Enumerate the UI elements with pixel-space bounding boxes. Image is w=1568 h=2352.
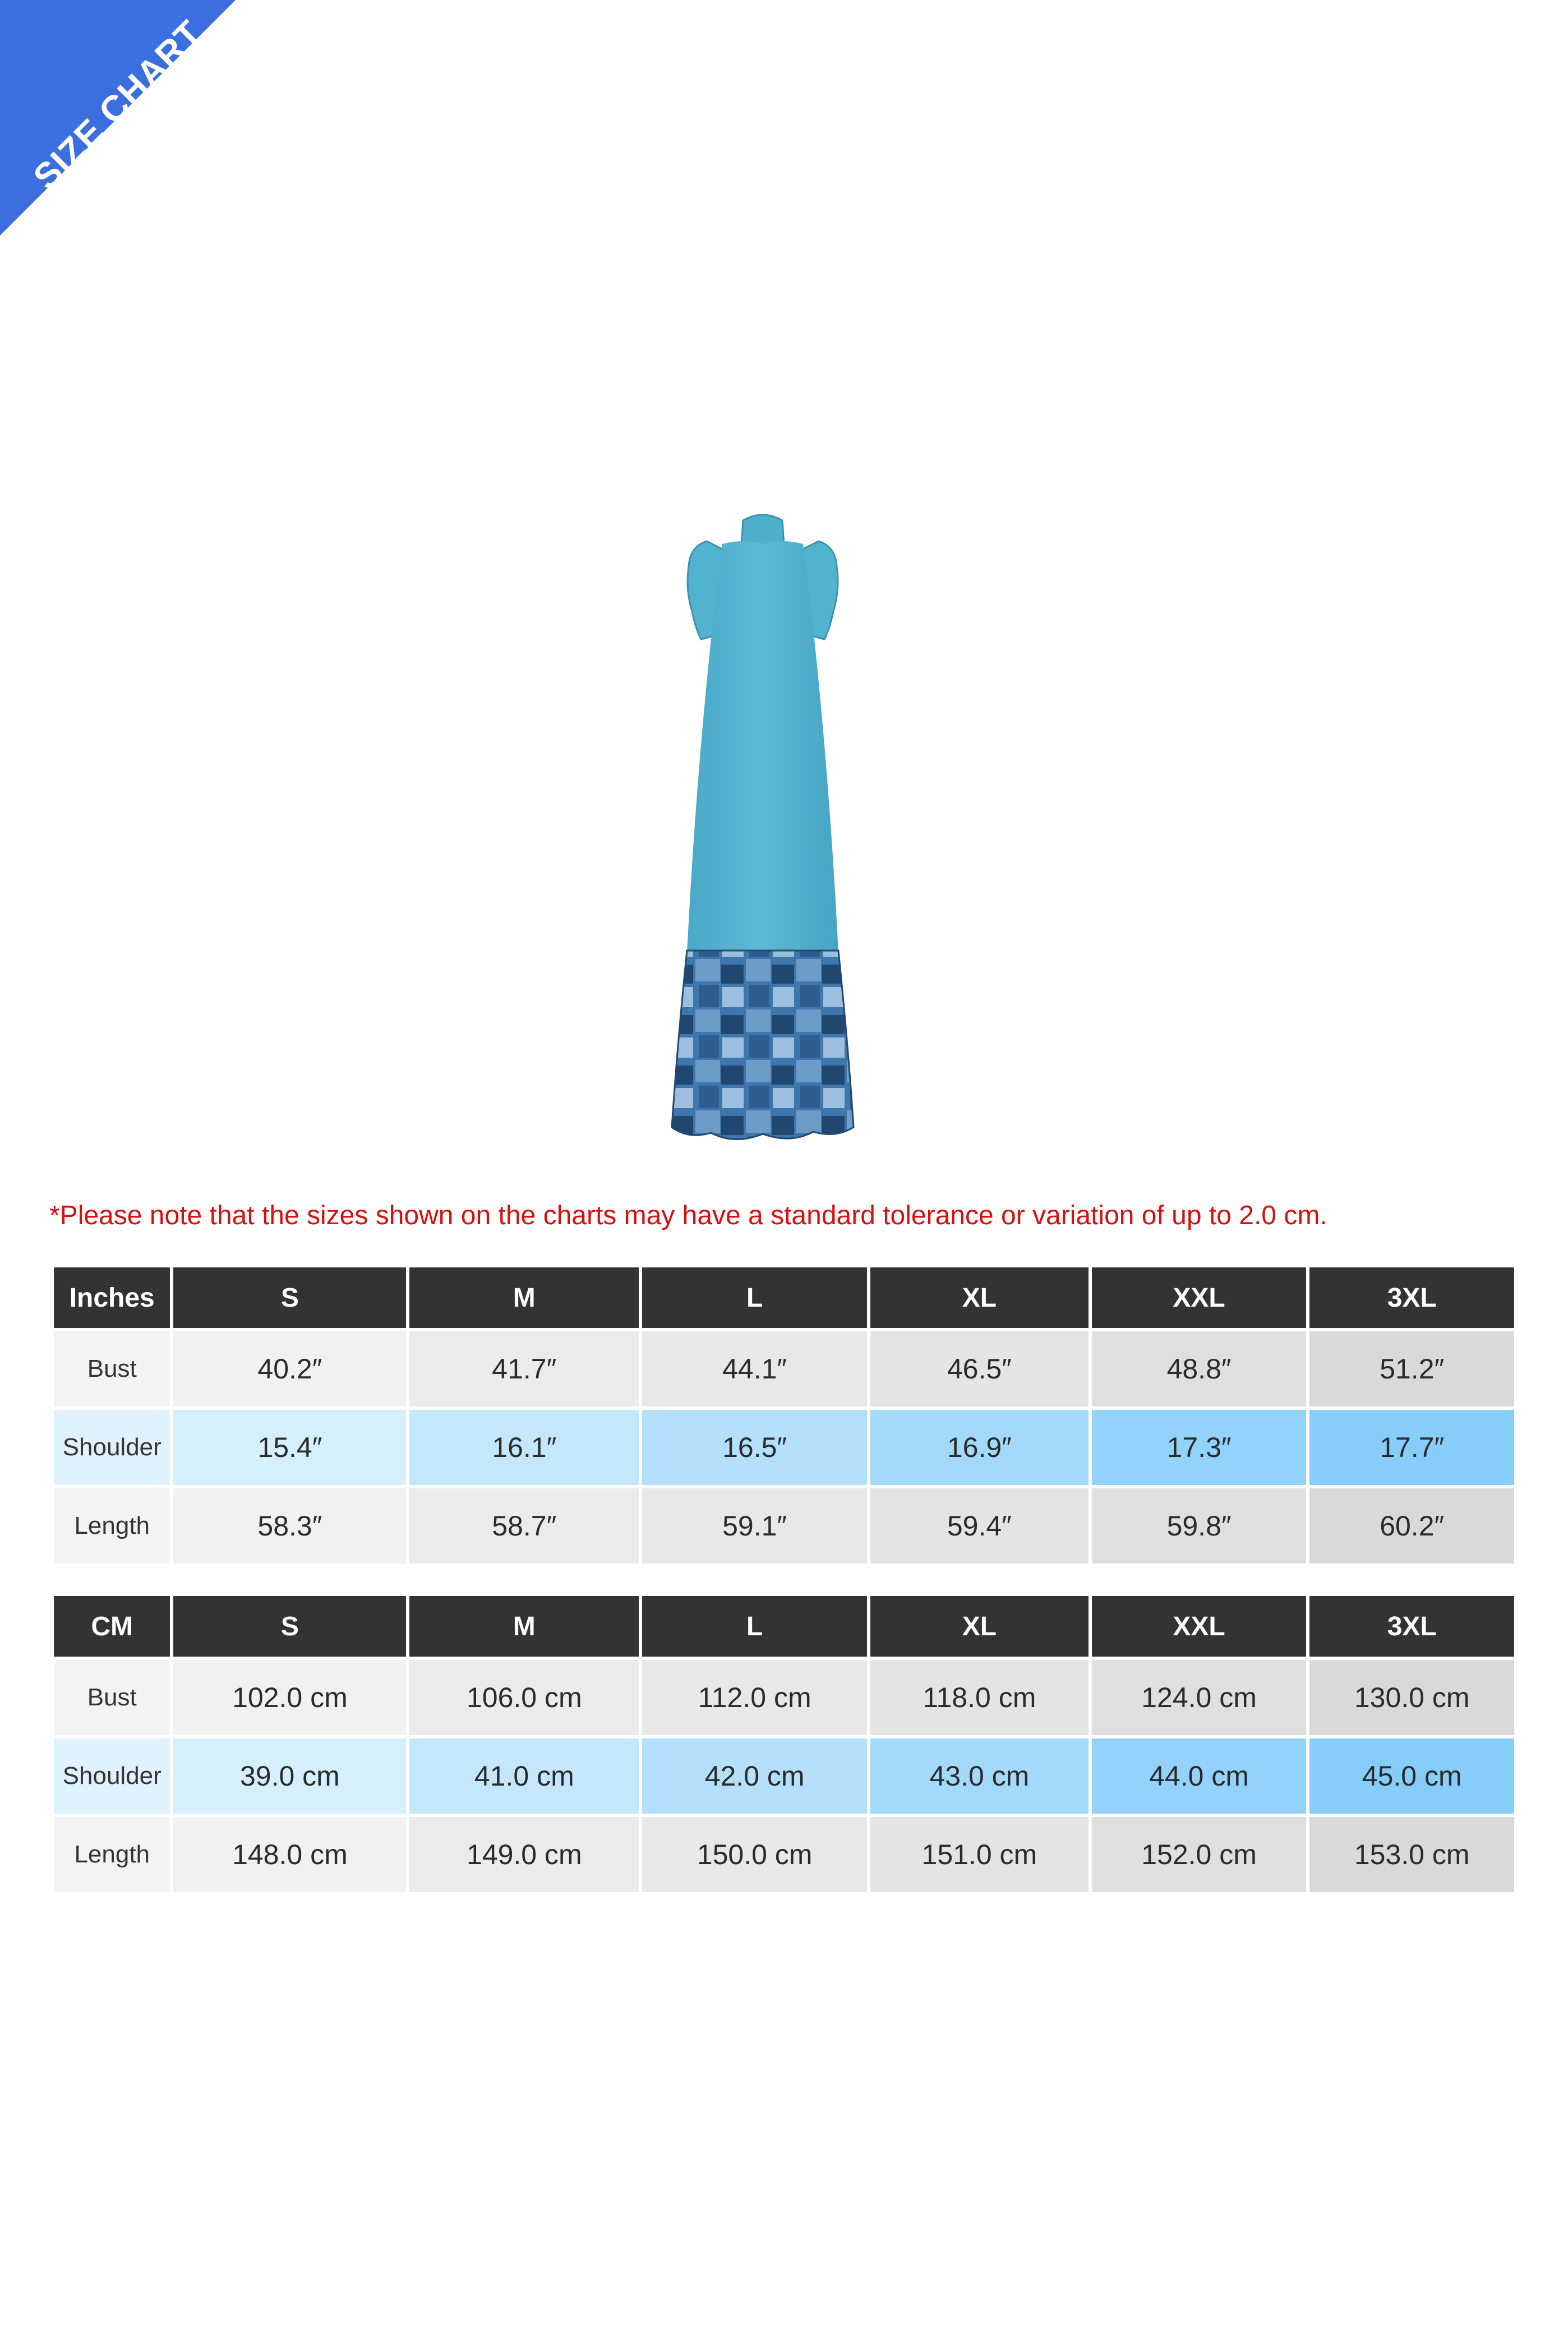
size-header-3xl: 3XL	[1309, 1267, 1514, 1331]
table-cell: 44.1″	[642, 1331, 867, 1410]
table-header-row	[54, 1267, 1514, 1331]
row-label: Length	[54, 1817, 170, 1896]
table-row-bust	[54, 1660, 1514, 1738]
table-cell: 102.0 cm	[173, 1660, 406, 1738]
table-cell: 17.7″	[1309, 1410, 1514, 1488]
size-chart-banner	[0, 0, 236, 236]
size-header-l: L	[642, 1596, 867, 1660]
table-cell: 16.1″	[409, 1410, 639, 1488]
table-cell: 15.4″	[173, 1410, 406, 1488]
table-row-shoulder	[54, 1410, 1514, 1488]
size-header-l: L	[642, 1267, 867, 1331]
size-header-s: S	[173, 1267, 406, 1331]
table-cell: 44.0 cm	[1092, 1738, 1307, 1817]
table-cell: 40.2″	[173, 1331, 406, 1410]
table-cell: 59.4″	[870, 1488, 1089, 1567]
table-cell: 39.0 cm	[173, 1738, 406, 1817]
size-header-m: M	[409, 1267, 639, 1331]
table-cell: 124.0 cm	[1092, 1660, 1307, 1738]
table-cell: 43.0 cm	[870, 1738, 1089, 1817]
size-header-s: S	[173, 1596, 406, 1660]
unit-header: Inches	[54, 1267, 170, 1331]
size-header-3xl: 3XL	[1309, 1596, 1514, 1660]
table-cell: 41.0 cm	[409, 1738, 639, 1817]
table-cell: 60.2″	[1309, 1488, 1514, 1567]
unit-header: CM	[54, 1596, 170, 1660]
size-table-inches	[50, 1267, 1518, 1567]
table-cell: 58.3″	[173, 1488, 406, 1567]
table-cell: 41.7″	[409, 1331, 639, 1410]
row-label: Shoulder	[54, 1738, 170, 1817]
table-cell: 153.0 cm	[1309, 1817, 1514, 1896]
table-cell: 51.2″	[1309, 1331, 1514, 1410]
row-label: Length	[54, 1488, 170, 1567]
size-header-xxl: XXL	[1092, 1596, 1307, 1660]
table-cell: 45.0 cm	[1309, 1738, 1514, 1817]
table-cell: 106.0 cm	[409, 1660, 639, 1738]
table-cell: 46.5″	[870, 1331, 1089, 1410]
dress-icon	[645, 505, 880, 1155]
table-row-length	[54, 1488, 1514, 1567]
table-cell: 148.0 cm	[173, 1817, 406, 1896]
table-cell: 112.0 cm	[642, 1660, 867, 1738]
table-cell: 16.5″	[642, 1410, 867, 1488]
table-cell: 151.0 cm	[870, 1817, 1089, 1896]
table-cell: 59.8″	[1092, 1488, 1307, 1567]
table-cell: 17.3″	[1092, 1410, 1307, 1488]
row-label: Shoulder	[54, 1410, 170, 1488]
table-cell: 149.0 cm	[409, 1817, 639, 1896]
table-row-length	[54, 1817, 1514, 1896]
size-header-xxl: XXL	[1092, 1267, 1307, 1331]
size-table-cm	[50, 1596, 1518, 1896]
size-header-xl: XL	[870, 1596, 1089, 1660]
tolerance-note: *Please note that the sizes shown on the charts may have a standard tolerance or variation of up to 2.0 cm.	[49, 1201, 1327, 1230]
table-cell: 16.9″	[870, 1410, 1089, 1488]
dress-product-image	[645, 505, 880, 1155]
row-label: Bust	[54, 1660, 170, 1738]
table-row-bust	[54, 1331, 1514, 1410]
row-label: Bust	[54, 1331, 170, 1410]
table-cell: 152.0 cm	[1092, 1817, 1307, 1896]
table-cell: 130.0 cm	[1309, 1660, 1514, 1738]
table-cell: 58.7″	[409, 1488, 639, 1567]
table-cell: 150.0 cm	[642, 1817, 867, 1896]
banner-label: SIZE CHART	[25, 12, 210, 197]
table-cell: 48.8″	[1092, 1331, 1307, 1410]
size-header-m: M	[409, 1596, 639, 1660]
table-cell: 118.0 cm	[870, 1660, 1089, 1738]
table-row-shoulder	[54, 1738, 1514, 1817]
table-cell: 59.1″	[642, 1488, 867, 1567]
table-cell: 42.0 cm	[642, 1738, 867, 1817]
size-header-xl: XL	[870, 1267, 1089, 1331]
table-header-row	[54, 1596, 1514, 1660]
